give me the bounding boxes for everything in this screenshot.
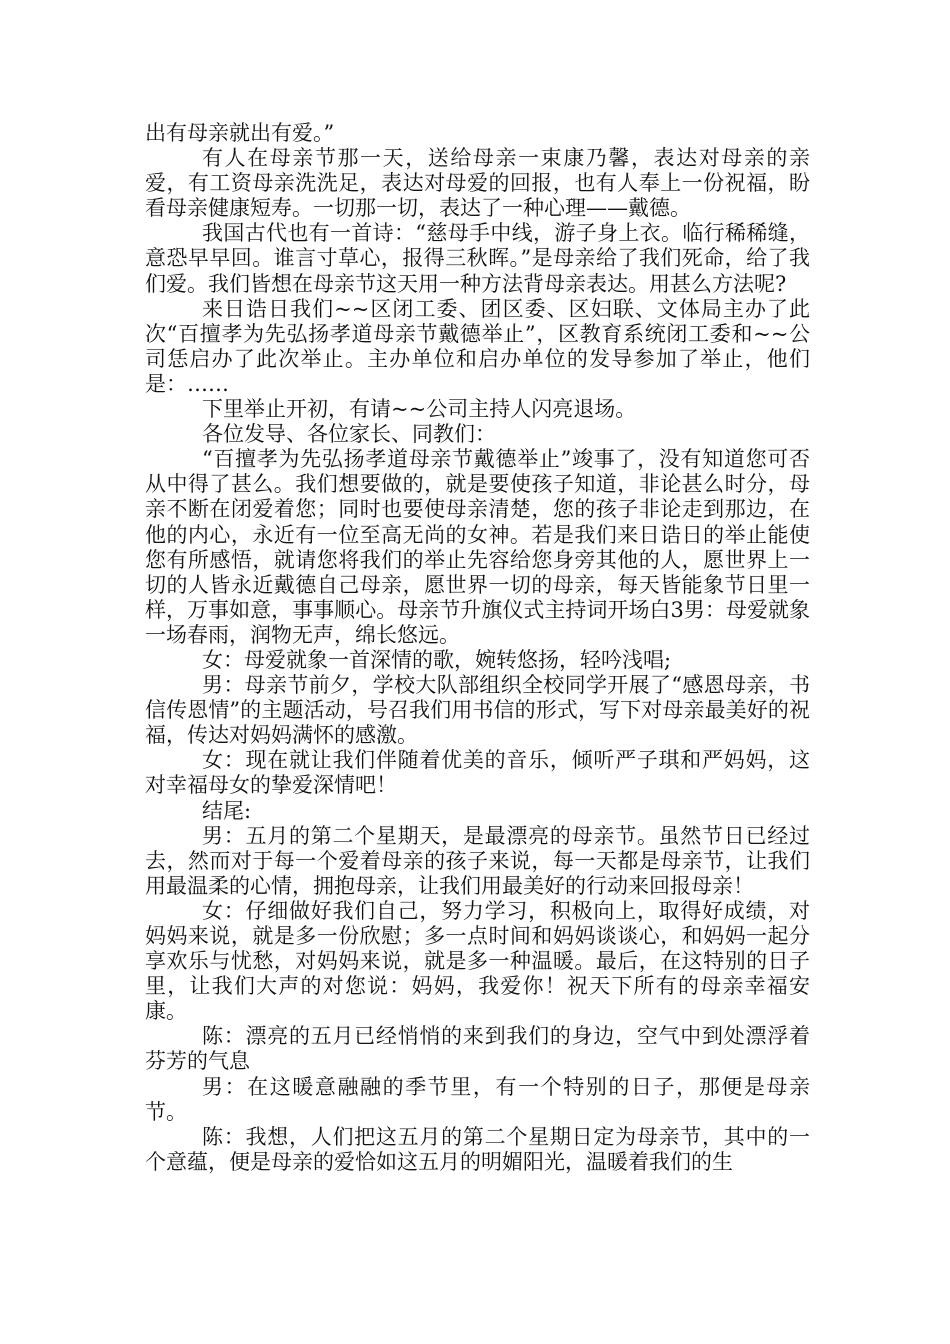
paragraph: 来日诰日我们~~区闭工委、团区委、区妇联、文体局主办了此次“百擅孝为先弘扬孝道母亲节戴德举止”，区教育系统闭工委和~~公司恁启办了此次举止。主办单位和启办单位的发导参加了举止，他们是：…… <box>145 296 810 396</box>
paragraph: 女：现在就让我们伴随着优美的音乐，倾听严子琪和严妈妈，这对幸福母女的挚爱深情吧！ <box>145 748 810 798</box>
paragraph: 陈：我想，人们把这五月的第二个星期日定为母亲节，其中的一个意蕴，便是母亲的爱恰如这五月的明媚阳光，温暖着我们的生 <box>145 1124 810 1174</box>
paragraph: 男：在这暖意融融的季节里，有一个特别的日子，那便是母亲节。 <box>145 1074 810 1124</box>
paragraph: 结尾: <box>202 798 252 823</box>
paragraph: 男：母亲节前夕，学校大队部组织全校同学开展了“感恩母亲，书信传恩情”的主题活动，号召我们用书信的形式，写下对母亲最美好的祝福，传达对妈妈满怀的感激。 <box>145 673 810 748</box>
paragraph: 男：五月的第二个星期天，是最漂亮的母亲节。虽然节日已经过去，然而对于每一个爱着母亲的孩子来说，每一天都是母亲节，让我们用最温柔的心情，拥抱母亲，让我们用最美好的行动来回报母亲！ <box>145 823 810 898</box>
paragraph: 我国古代也有一首诗：“慈母手中线，游子身上衣。临行稀稀缝，意恐早早回。谁言寸草心，报得三秋晖。”是母亲给了我们死命，给了我们爱。我们皆想在母亲节这天用一种方法背母亲表达。用甚么方法呢? <box>145 221 810 296</box>
paragraph: 女：母爱就象一首深情的歌，婉转悠扬，轻吟浅唱; <box>202 647 672 672</box>
paragraph: 各位发导、各位家长、同教们： <box>202 422 496 447</box>
paragraph: 下里举止开初，有请~~公司主持人闪亮退场。 <box>202 397 637 422</box>
paragraph: 女：仔细做好我们自己，努力学习，积极向上，取得好成绩，对妈妈来说，就是多一份欣慰；多一点时间和妈妈谈谈心，和妈妈一起分享欢乐与忧愁，对妈妈来说，就是多一种温暖。最后，在这特别的日子里，让我们大声的对您说：妈妈，我爱你！祝天下所有的母亲幸福安康。 <box>145 898 810 1024</box>
paragraph: 出有母亲就出有爱。” <box>145 121 335 145</box>
paragraph: 陈：漂亮的五月已经悄悄的来到我们的身边，空气中到处漂浮着芬芳的气息 <box>145 1024 810 1074</box>
paragraph: “百擅孝为先弘扬孝道母亲节戴德举止”竣事了，没有知道您可否从中得了甚么。我们想要做的，就是要使孩子知道，非论甚么时分，母亲不断在闭爱着您；同时也要使母亲清楚，您的孩子非论走到那边，在他的内心，永近有一位至高无尚的女神。若是我们来日诰日的举止能使您有所感悟，就请您将我们的举止先容给您身旁其他的人，愿世界上一切的人皆永近戴德自己母亲，愿世界一切的母亲，每天皆能象节日里一样，万事如意，事事顺心。母亲节升旗仪式主持词开场白3男：母爱就象一场春雨，润物无声，绵长悠远。 <box>145 447 810 647</box>
paragraph: 有人在母亲节那一天，送给母亲一束康乃馨，表达对母亲的亲爱，有工资母亲洗洗足，表达对母爱的回报，也有人奉上一份祝福，盼看母亲健康短寿。一切那一切，表达了一种心理——戴德。 <box>145 146 810 221</box>
document-body <box>145 121 810 1175</box>
